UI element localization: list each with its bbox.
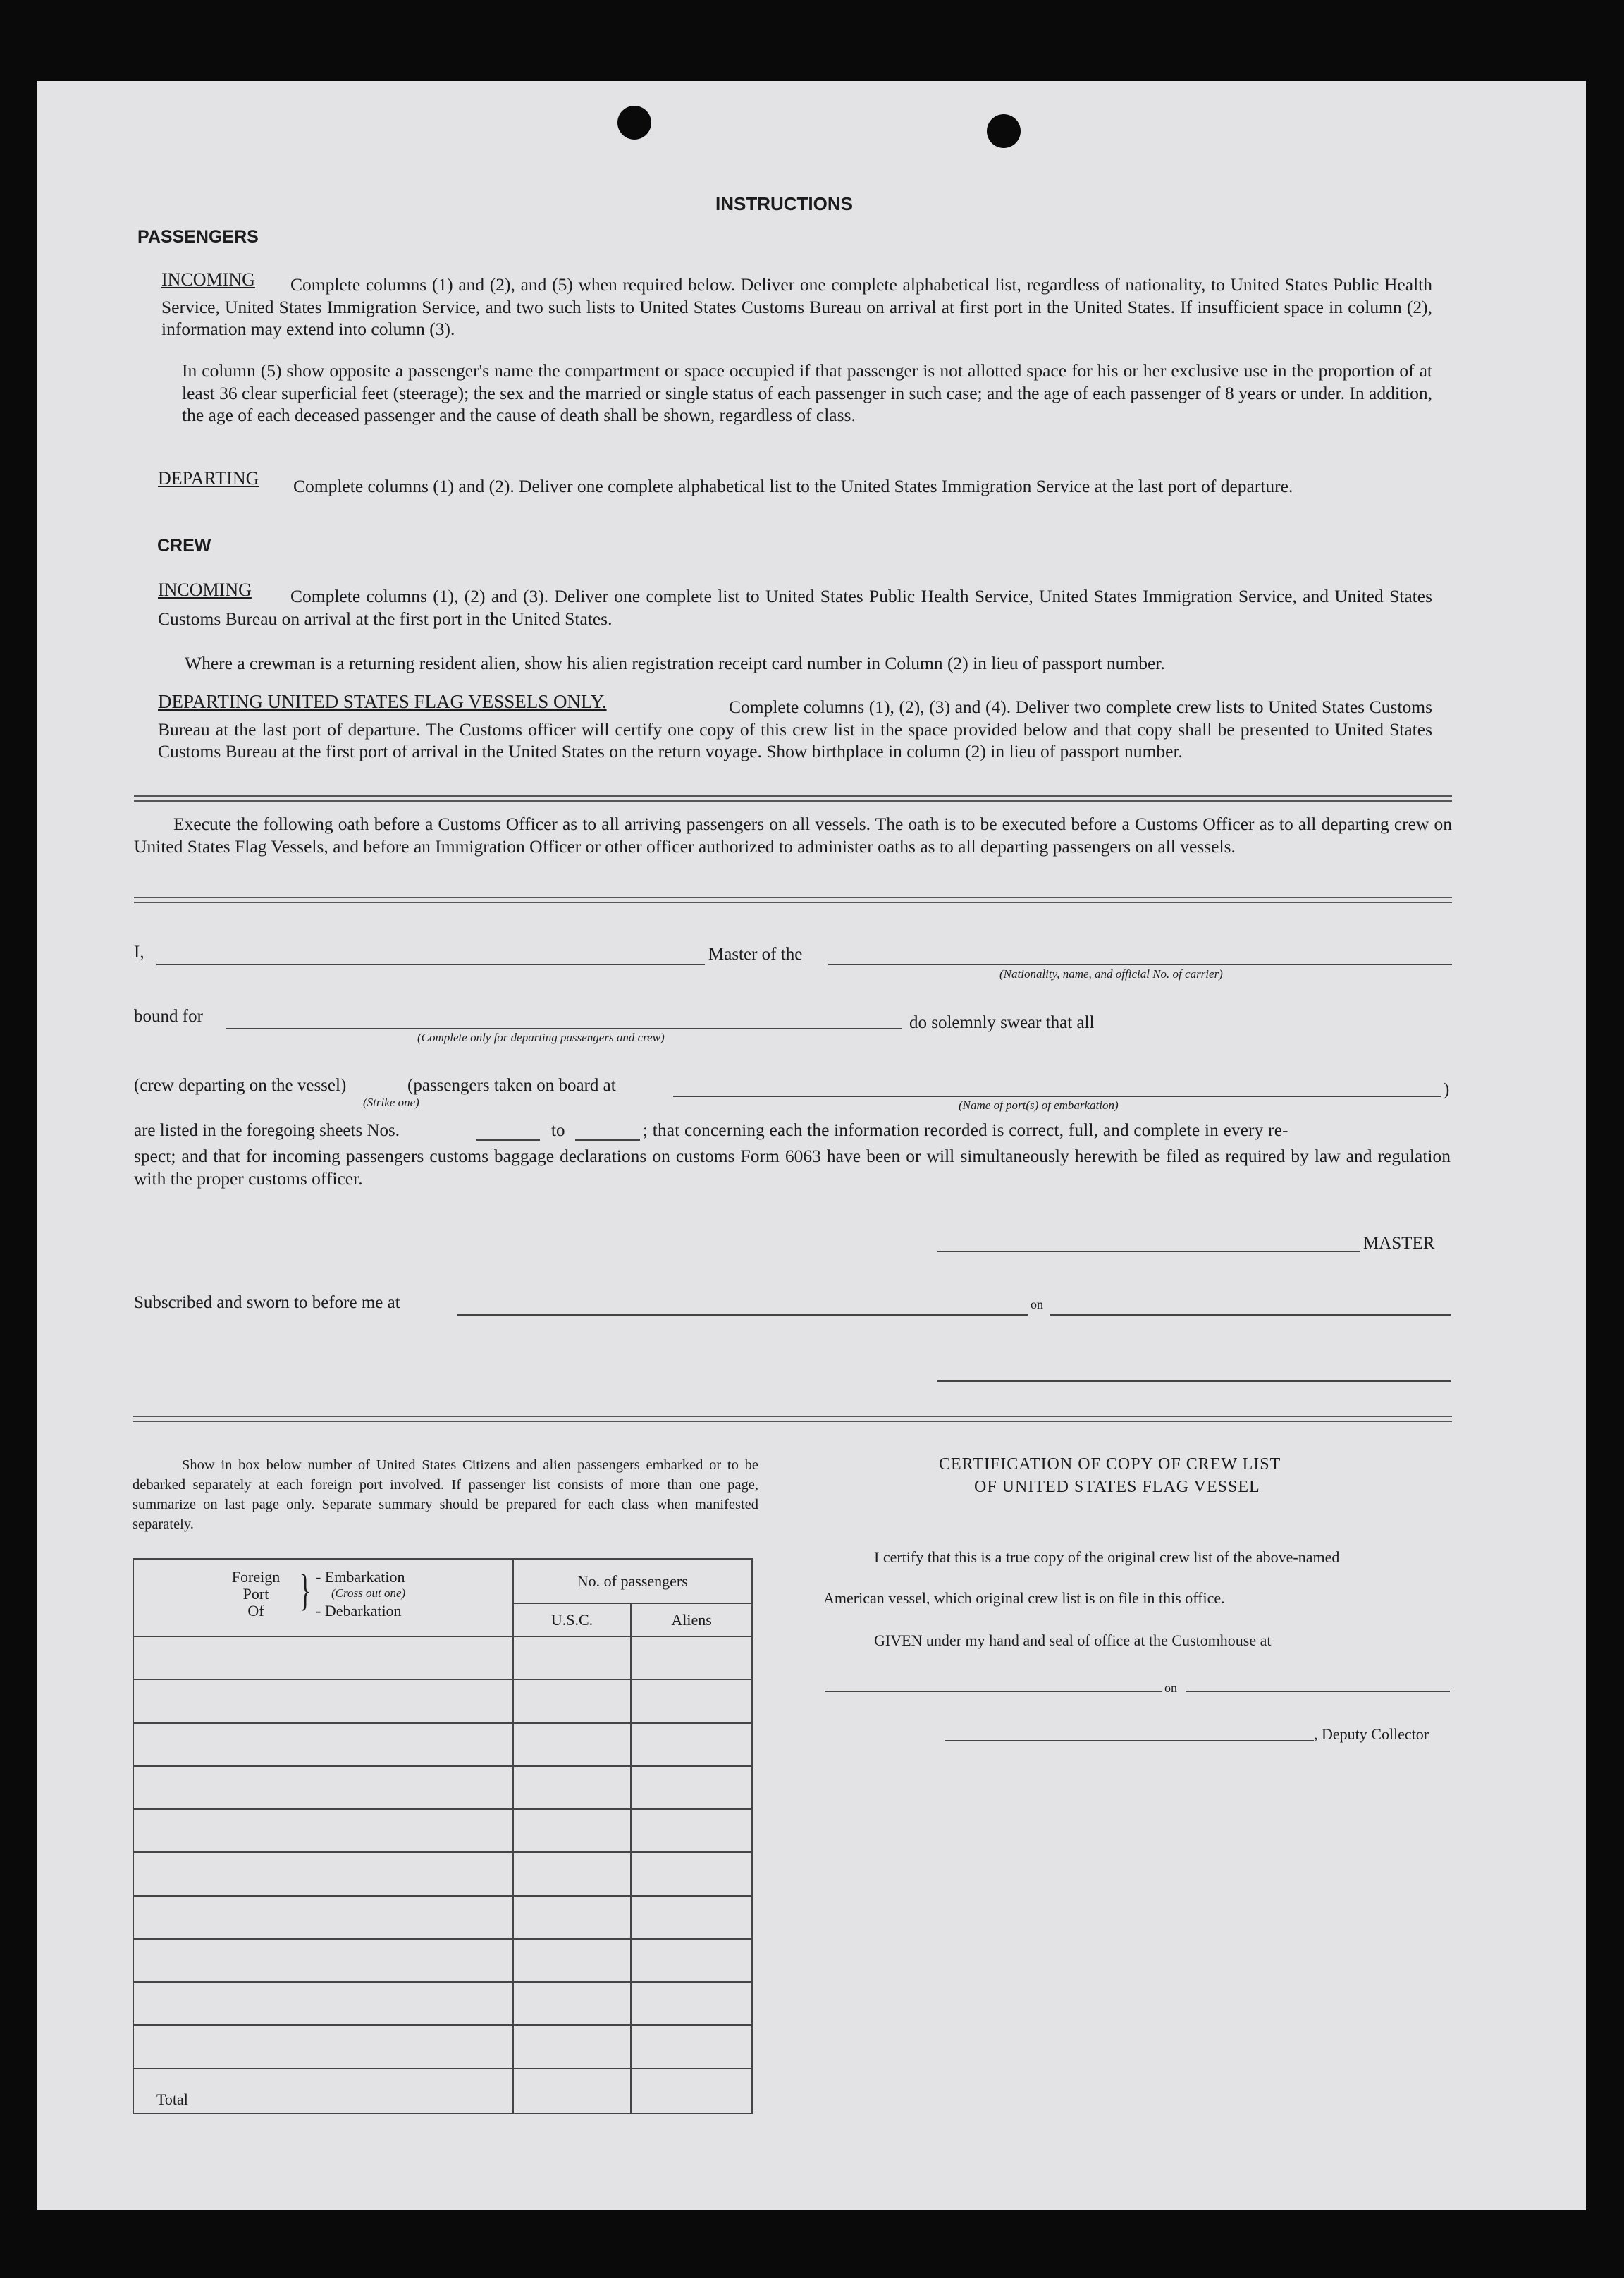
aliens-cell[interactable] — [631, 1852, 752, 1895]
aliens-cell[interactable] — [631, 1636, 752, 1679]
passengers-departing-label: DEPARTING — [158, 468, 259, 489]
crew-departing-label: DEPARTING UNITED STATES FLAG VESSELS ONLY. — [158, 691, 607, 712]
passengers-incoming-text — [161, 274, 1432, 341]
table-row — [133, 1679, 752, 1722]
aliens-cell[interactable] — [631, 1939, 752, 1982]
certification-date-line[interactable] — [1186, 1691, 1450, 1692]
bound-for-line[interactable] — [226, 1028, 902, 1029]
passengers-departing-text — [158, 475, 1432, 498]
crew-departing-option: (crew departing on the vessel) — [134, 1076, 347, 1095]
strike-one-caption: (Strike one) — [363, 1096, 419, 1109]
summary-instruction — [133, 1455, 758, 1534]
port-cell[interactable] — [133, 2025, 513, 2068]
table-row — [133, 1723, 752, 1766]
bound-caption: (Complete only for departing passengers and crew) — [417, 1031, 665, 1044]
certification-line-3: GIVEN under my hand and seal of office at the Customhouse at — [874, 1631, 1272, 1649]
aliens-cell[interactable] — [631, 1723, 752, 1766]
crew-heading: CREW — [157, 536, 211, 556]
listed-to-label: to — [551, 1121, 565, 1140]
sheet-to-line[interactable] — [575, 1139, 640, 1141]
punch-hole-right — [987, 114, 1021, 148]
listed-text-c-body: spect; and that for incoming passengers customs baggage declarations on customs Form 6063 have been or will simultaneously herewith be filed as required by law and regulation with the proper customs officer. — [134, 1146, 1451, 1189]
port-cell[interactable] — [133, 1723, 513, 1766]
embarkation-label: - Embarkation — [316, 1568, 405, 1586]
subscribed-place-line[interactable] — [457, 1314, 1028, 1316]
carrier-line[interactable] — [828, 964, 1452, 965]
passengers-heading: PASSENGERS — [137, 227, 259, 247]
officer-signature-line[interactable] — [937, 1380, 1451, 1382]
port-cell[interactable] — [133, 1982, 513, 2025]
crew-incoming-text — [158, 585, 1432, 630]
aliens-cell[interactable] — [631, 1809, 752, 1852]
deputy-collector-label: , Deputy Collector — [1314, 1725, 1429, 1743]
port-label: Port — [242, 1585, 269, 1603]
usc-header: U.S.C. — [513, 1603, 632, 1636]
crewman-text-body: Where a crewman is a returning resident alien, show his alien registration receipt card number in Column (2) in lieu of passport number. — [185, 653, 1165, 673]
column5-text — [182, 360, 1432, 427]
aliens-cell[interactable] — [631, 1766, 752, 1809]
passengers-incoming-label: INCOMING — [161, 269, 255, 290]
table-row — [133, 1896, 752, 1939]
usc-cell[interactable] — [513, 1982, 632, 2025]
certification-heading-2: OF UNITED STATES FLAG VESSEL — [974, 1478, 1260, 1496]
carrier-caption: (Nationality, name, and official No. of carrier) — [999, 967, 1223, 981]
port-cell[interactable] — [133, 1679, 513, 1722]
oath-i-label: I, — [134, 943, 144, 962]
punch-hole-left — [617, 106, 651, 140]
port-cell[interactable] — [133, 1636, 513, 1679]
summary-instruction-body: Show in box below number of United States Citizens and alien passengers embarked or to be debarked separately at each foreign port involved. If passenger list consists of more than one page, summarize on last page only. Separate summary should be prepared for each class when manifested separately. — [133, 1457, 758, 1532]
certification-line-1: I certify that this is a true copy of the original crew list of the above-named — [874, 1548, 1340, 1566]
table-row — [133, 1982, 752, 2025]
ports-caption: (Name of port(s) of embarkation) — [959, 1098, 1119, 1112]
usc-cell[interactable] — [513, 1636, 632, 1679]
debarkation-label: - Debarkation — [316, 1602, 402, 1619]
column5-text-body: In column (5) show opposite a passenger's name the compartment or space occupied if that passenger is not allotted space for his or her exclusive use in the proportion of at least 36 clear superficial feet (steerage); the sex and the married or single status of each passenger in such case; and the age of each passenger of 8 years or under. In addition, the age of each deceased passenger and the cause of death shall be shown, regardless of class. — [182, 360, 1432, 425]
divider-1 — [134, 795, 1452, 802]
total-aliens-cell[interactable] — [631, 2069, 752, 2114]
usc-cell[interactable] — [513, 1723, 632, 1766]
customhouse-line[interactable] — [825, 1691, 1162, 1692]
passengers-departing-text-body: Complete columns (1) and (2). Deliver one complete alphabetical list to the United States Immigration Service at the last port of departure. — [293, 476, 1293, 496]
total-usc-cell[interactable] — [513, 2069, 632, 2114]
port-cell[interactable] — [133, 1766, 513, 1809]
certification-on-label: on — [1164, 1681, 1177, 1695]
page-title: INSTRUCTIONS — [715, 193, 853, 214]
total-label: Total — [133, 2069, 513, 2114]
oath-instruction — [134, 813, 1452, 857]
no-of-passengers-header: No. of passengers — [513, 1559, 752, 1603]
table-row — [133, 2025, 752, 2068]
usc-cell[interactable] — [513, 1766, 632, 1809]
of-label: Of — [247, 1602, 264, 1619]
usc-cell[interactable] — [513, 1809, 632, 1852]
aliens-header: Aliens — [631, 1603, 752, 1636]
swear-label: do solemnly swear that all — [909, 1013, 1095, 1032]
cross-out-caption: (Cross out one) — [331, 1586, 406, 1600]
aliens-cell[interactable] — [631, 1896, 752, 1939]
table-row — [133, 1766, 752, 1809]
table-row — [133, 1636, 752, 1679]
aliens-cell[interactable] — [631, 1679, 752, 1722]
usc-cell[interactable] — [513, 1896, 632, 1939]
aliens-cell[interactable] — [631, 2025, 752, 2068]
listed-label-a: are listed in the foregoing sheets Nos. — [134, 1121, 400, 1140]
ports-close-paren: ) — [1444, 1080, 1450, 1099]
deputy-signature-line[interactable] — [945, 1740, 1314, 1741]
subscribed-label: Subscribed and sworn to before me at — [134, 1293, 400, 1312]
certification-heading-1: CERTIFICATION OF COPY OF CREW LIST — [939, 1455, 1281, 1474]
passengers-incoming-text-body: Complete columns (1) and (2), and (5) when required below. Deliver one complete alphabetical list, regardless of nationality, to United States Public Health Service, United States Immigration Service, and two such lists to United States Customs Bureau on arrival at first port in the United States. If insufficient space in column (2), information may extend into column (3). — [161, 274, 1432, 339]
crew-departing-text-body: Complete columns (1), (2), (3) and (4). Deliver two complete crew lists to United States Customs Bureau at the last port of departure. The Customs officer will certify one copy of this crew list in the space provided below and that copy shall be presented to United States Customs Bureau at the first port of arrival in the United States on the return voyage. Show birthplace in column (2) in lieu of passport number. — [158, 697, 1432, 761]
master-label: MASTER — [1363, 1234, 1435, 1253]
crew-departing-text — [158, 696, 1432, 763]
listed-label-b: ; that concerning each the information recorded is correct, full, and complete in every re- — [643, 1121, 1288, 1140]
bound-for-label: bound for — [134, 1007, 203, 1026]
bracket-glyph: } — [299, 1567, 312, 1615]
crew-incoming-text-body: Complete columns (1), (2) and (3). Deliver one complete list to United States Public Health Service, United States Immigration Service, and United States Customs Bureau on arrival at the first port in the United States. — [158, 586, 1432, 629]
table-row — [133, 1939, 752, 1982]
usc-cell[interactable] — [513, 1939, 632, 1982]
port-cell[interactable] — [133, 1852, 513, 1895]
listed-text-c — [134, 1145, 1451, 1189]
passenger-summary-table — [133, 1558, 753, 2114]
port-cell[interactable] — [133, 1896, 513, 1939]
master-of-the-label: Master of the — [708, 945, 803, 964]
usc-cell[interactable] — [513, 1852, 632, 1895]
table-row — [133, 1809, 752, 1852]
total-row — [133, 2069, 752, 2114]
divider-2 — [134, 897, 1452, 903]
subscribed-date-line[interactable] — [1050, 1314, 1451, 1316]
master-name-line[interactable] — [156, 964, 705, 965]
crewman-text — [185, 652, 1432, 675]
certification-line-2: American vessel, which original crew list is on file in this office. — [823, 1589, 1225, 1607]
foreign-label: Foreign — [231, 1568, 281, 1586]
passengers-taken-option: (passengers taken on board at — [407, 1076, 616, 1095]
crew-incoming-label: INCOMING — [158, 580, 252, 600]
port-cell[interactable] — [133, 1939, 513, 1982]
subscribed-on-label: on — [1031, 1297, 1043, 1311]
divider-3 — [133, 1416, 1452, 1422]
usc-cell[interactable] — [513, 1679, 632, 1722]
master-signature-line[interactable] — [937, 1251, 1360, 1252]
port-cell[interactable] — [133, 1809, 513, 1852]
table-row — [133, 1852, 752, 1895]
sheet-from-line[interactable] — [476, 1139, 540, 1141]
ports-line[interactable] — [673, 1096, 1441, 1097]
aliens-cell[interactable] — [631, 1982, 752, 2025]
usc-cell[interactable] — [513, 2025, 632, 2068]
foreign-port-header — [133, 1559, 513, 1636]
oath-instruction-body: Execute the following oath before a Customs Officer as to all arriving passengers on all vessels. The oath is to be executed before a Customs Officer as to all departing crew on United States Flag Vessels, and before an Immigration Officer or other officer authorized to administer oaths as to all departing passengers on all vessels. — [134, 814, 1452, 857]
